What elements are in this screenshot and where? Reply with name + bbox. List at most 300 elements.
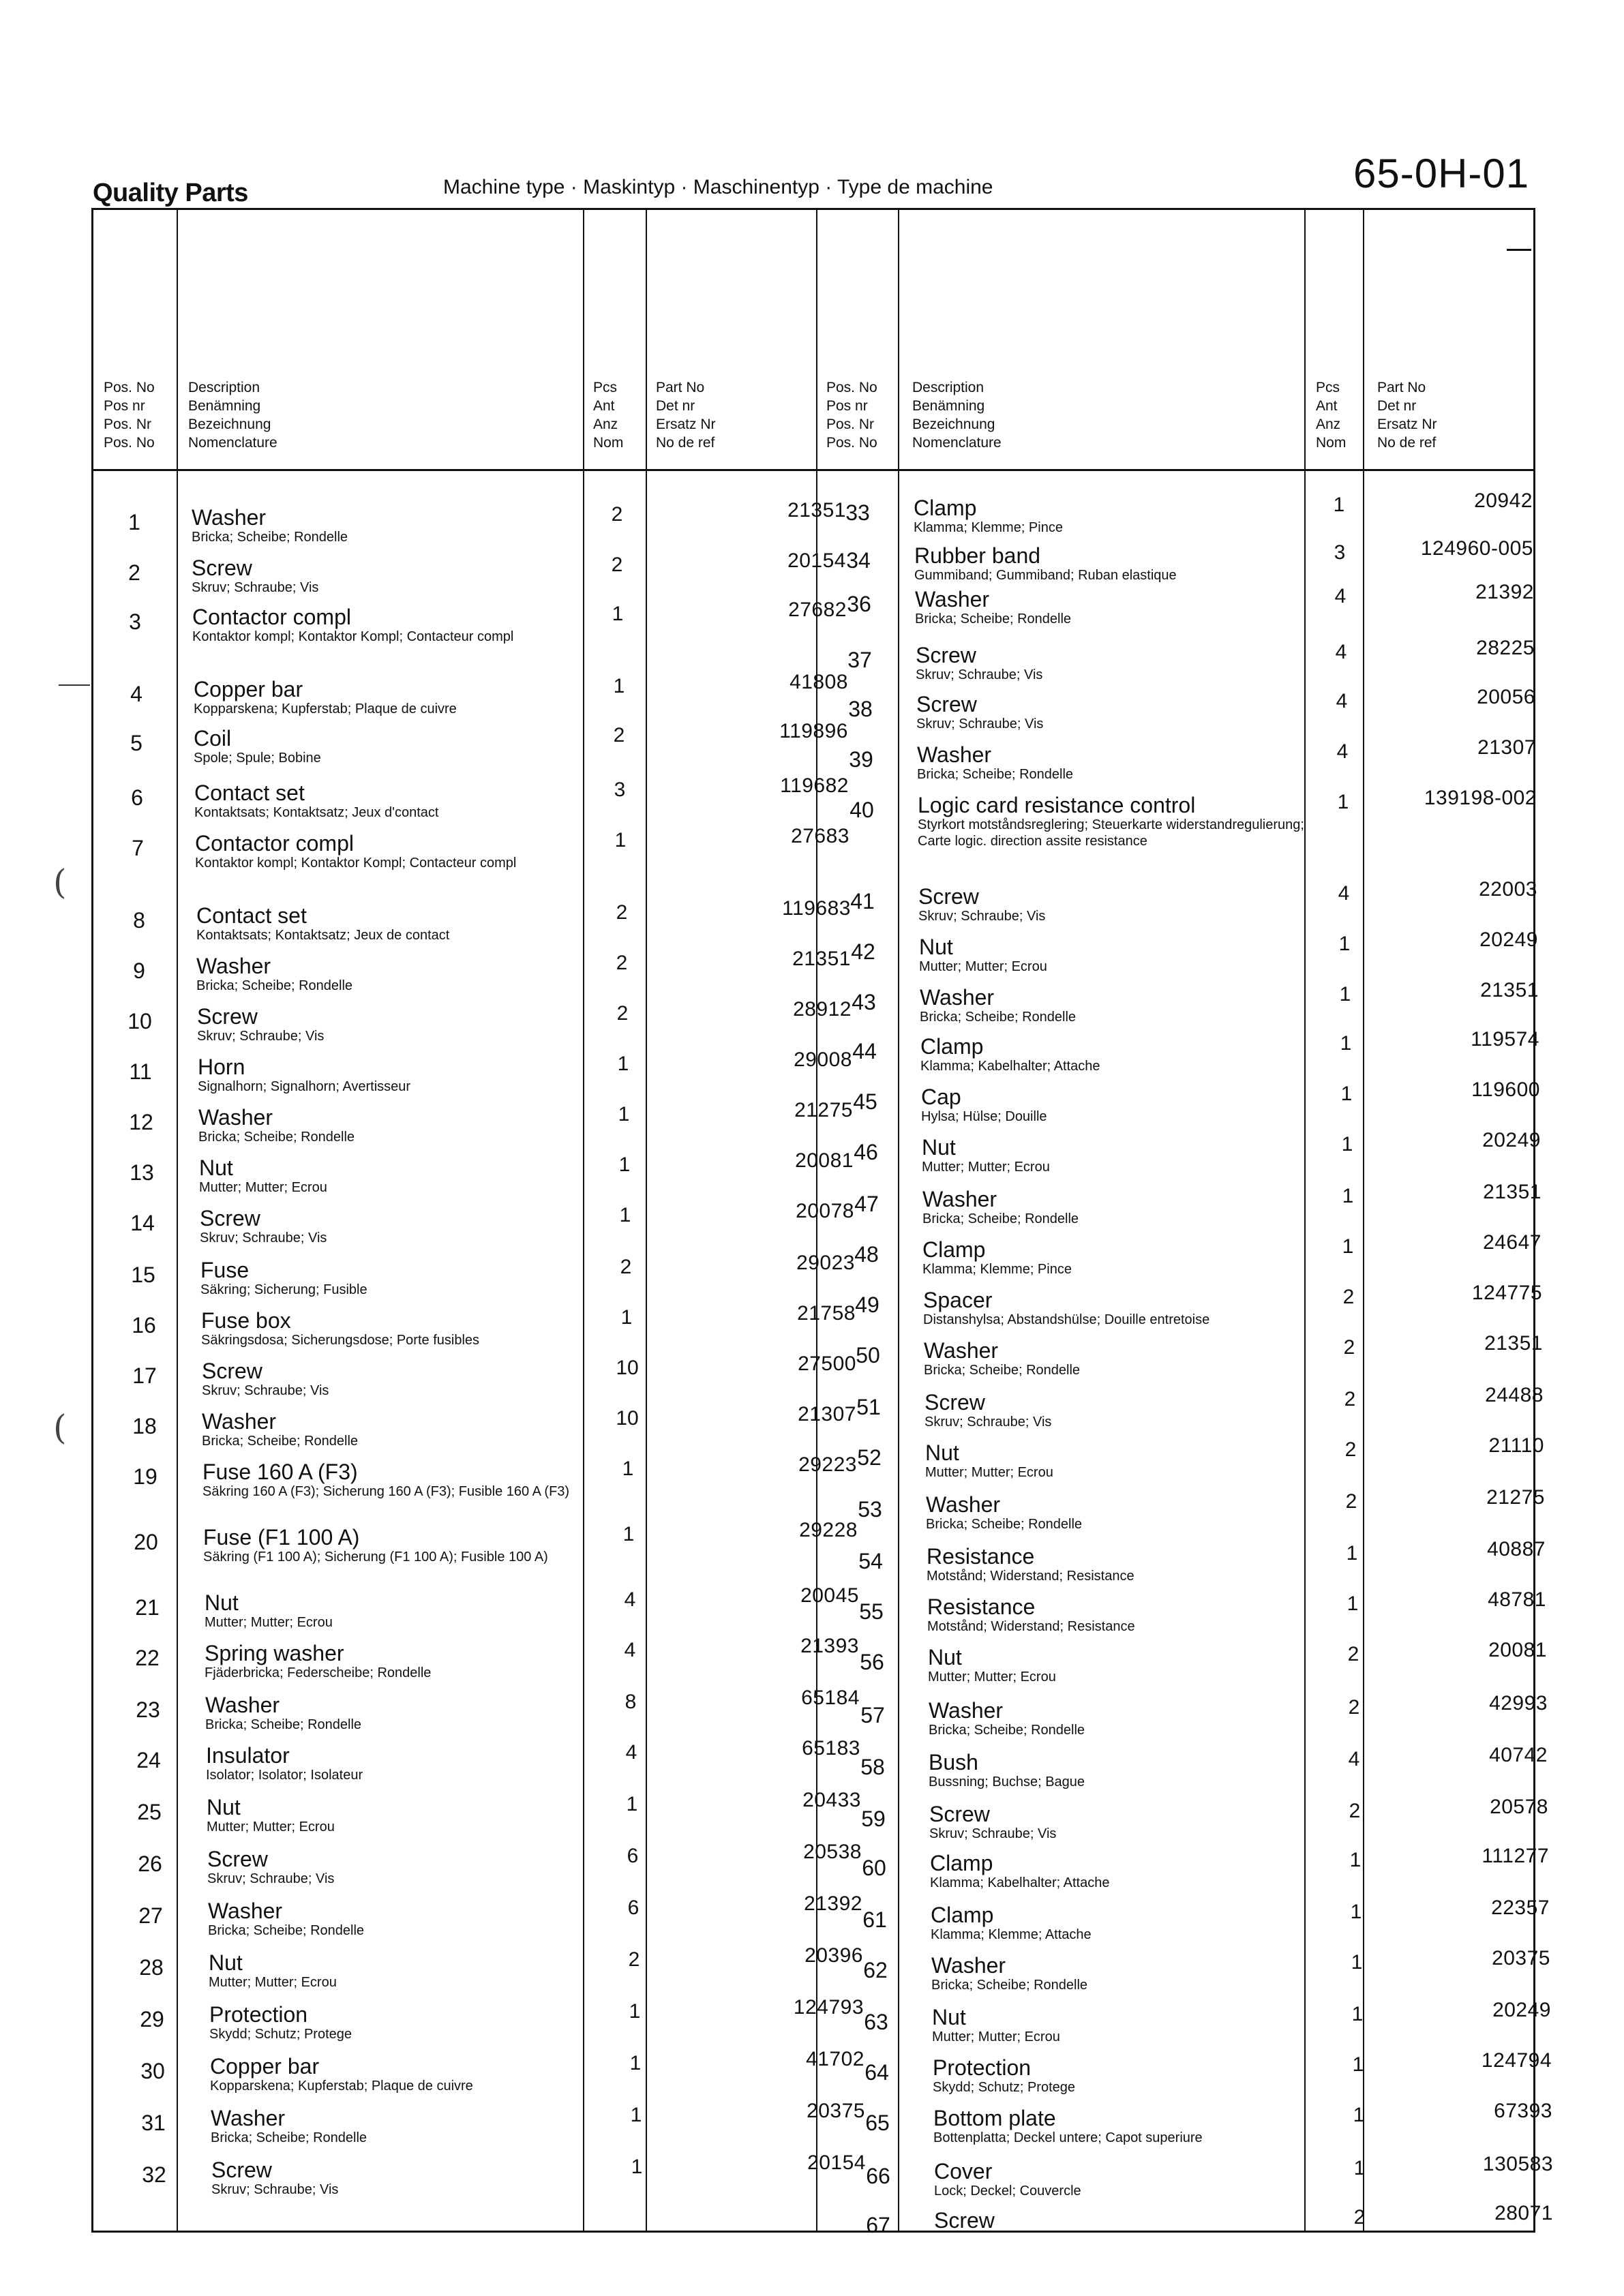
part-translations: Mutter; Mutter; Ecrou (932, 2029, 1060, 2044)
row-part-number: 41808 (790, 671, 848, 693)
row-quantity: 1 (626, 1793, 638, 1815)
row-part-number: 21275 (794, 1099, 853, 1121)
row-description (198, 1055, 586, 1095)
row-description (930, 1852, 1319, 1891)
row-description (918, 885, 1307, 924)
row-part-number: 21307 (798, 1403, 856, 1425)
row-pos-number: 55 (859, 1599, 884, 1624)
document-number: 65-0H-01 (1353, 151, 1530, 196)
row-part-number: 119683 (782, 897, 851, 920)
row-pos-number: 63 (864, 2010, 888, 2034)
part-name: Screw (192, 556, 252, 580)
row-pos-number: 9 (133, 958, 145, 983)
row-description (203, 1526, 592, 1565)
row-description (923, 1288, 1312, 1328)
row-description (200, 1258, 589, 1298)
row-part-number: 119682 (780, 774, 849, 797)
row-description (209, 1951, 597, 1991)
row-pos-number: 14 (130, 1211, 155, 1235)
row-description (207, 1796, 595, 1835)
header-partno-left: Part No Det nr Ersatz Nr No de ref (656, 380, 716, 451)
part-translations: Bricka; Scheibe; Rondelle (196, 978, 353, 993)
row-pos-number: 16 (132, 1313, 156, 1338)
part-name: Washer (920, 985, 995, 1010)
row-part-number: 139198-002 (1424, 787, 1537, 809)
part-name: Nut (932, 2005, 966, 2029)
row-pos-number: 42 (851, 939, 875, 964)
row-pos-number: 56 (860, 1650, 884, 1674)
part-name: Resistance (927, 1595, 1036, 1619)
part-translations: Kontaktsats; Kontaktsatz; Jeux d'contact (194, 805, 439, 820)
part-name: Nut (922, 1135, 956, 1160)
row-pos-number: 64 (864, 2060, 889, 2085)
row-part-number: 20375 (807, 2100, 865, 2122)
row-description (921, 1085, 1310, 1125)
part-translations: Kontaktor kompl; Kontaktor Kompl; Contacteur compl (195, 856, 517, 871)
part-name: Nut (928, 1645, 962, 1670)
row-description (916, 693, 1305, 732)
row-part-number: 20942 (1474, 489, 1533, 512)
row-description (914, 544, 1303, 584)
row-part-number: 20078 (796, 1200, 854, 1222)
part-name: Clamp (922, 1237, 986, 1262)
row-part-number: 21351 (1483, 1181, 1542, 1203)
row-quantity: 1 (618, 1153, 631, 1176)
row-pos-number: 26 (138, 1852, 162, 1876)
header-description-left: Description Benämning Bezeichnung Nomenclature (188, 380, 277, 451)
part-name: Washer (192, 505, 267, 530)
corner-mark (1507, 249, 1531, 251)
row-quantity: 4 (1335, 641, 1347, 663)
row-description (197, 1005, 586, 1044)
row-quantity: 2 (613, 724, 625, 746)
row-quantity: 10 (616, 1407, 639, 1430)
row-part-number: 21393 (800, 1635, 859, 1657)
row-pos-number: 24 (136, 1748, 161, 1772)
row-description (924, 1339, 1312, 1378)
row-part-number: 29228 (799, 1519, 858, 1541)
part-name: Spacer (923, 1288, 993, 1312)
part-translations: Skydd; Schutz; Protege (933, 2080, 1076, 2095)
part-name: Copper bar (210, 2054, 320, 2079)
row-quantity: 1 (1337, 791, 1349, 813)
row-description (210, 2055, 599, 2094)
row-part-number: 20249 (1479, 928, 1538, 951)
row-pos-number: 25 (137, 1800, 162, 1824)
part-name: Fuse (200, 1258, 250, 1282)
row-description (933, 2056, 1321, 2096)
row-part-number: 20578 (1490, 1796, 1548, 1818)
row-quantity: 1 (1340, 1083, 1353, 1105)
part-translations: Bricka; Scheibe; Rondelle (917, 767, 1074, 782)
row-part-number: 27682 (788, 599, 847, 621)
row-part-number: 124775 (1471, 1282, 1542, 1304)
part-name: Contact set (196, 903, 307, 928)
row-description (196, 904, 585, 943)
part-translations: Säkring; Sicherung; Fusible (200, 1282, 367, 1297)
row-description (920, 1035, 1309, 1074)
machine-type-label: Machine type · Maskintyp · Maschinentyp · Type de machine (443, 176, 993, 198)
row-pos-number: 37 (847, 648, 872, 672)
row-description (932, 2006, 1321, 2045)
part-translations: Säkring (F1 100 A); Sicherung (F1 100 A); Fusible 100 A) (203, 1550, 548, 1565)
part-name: Horn (198, 1055, 245, 1079)
row-pos-number: 27 (138, 1903, 163, 1928)
row-part-number: 119600 (1471, 1078, 1540, 1101)
part-translations: Bricka; Scheibe; Rondelle (205, 1717, 362, 1732)
row-part-number: 22003 (1479, 878, 1537, 901)
row-pos-number: 30 (140, 2059, 165, 2083)
part-translations: Bricka; Scheibe; Rondelle (202, 1434, 359, 1449)
part-name: Protection (933, 2055, 1032, 2080)
row-part-number: 67393 (1494, 2100, 1552, 2122)
row-quantity: 1 (1353, 2104, 1365, 2126)
row-quantity: 2 (1347, 1643, 1359, 1665)
part-translations: Signalhorn; Signalhorn; Avertisseur (198, 1079, 411, 1094)
part-name: Screw (207, 1847, 268, 1871)
part-name: Resistance (927, 1544, 1035, 1569)
row-quantity: 1 (630, 2104, 642, 2126)
row-part-number: 42993 (1489, 1692, 1548, 1715)
row-quantity: 2 (628, 1948, 640, 1971)
row-pos-number: 28 (139, 1955, 164, 1980)
part-name: Screw (200, 1206, 260, 1230)
part-name: Copper bar (194, 677, 303, 701)
row-description (916, 644, 1304, 683)
part-translations: Bricka; Scheibe; Rondelle (924, 1363, 1081, 1378)
row-quantity: 1 (1340, 1032, 1352, 1055)
part-name: Screw (924, 1390, 985, 1415)
row-quantity: 2 (1349, 1800, 1361, 1822)
row-pos-number: 21 (135, 1595, 160, 1620)
row-pos-number: 31 (141, 2111, 166, 2135)
part-translations: Klamma; Klemme; Attache (931, 1927, 1092, 1942)
part-name: Nut (919, 935, 953, 959)
row-description (196, 954, 585, 994)
row-part-number: 28225 (1476, 637, 1535, 659)
row-description (924, 1391, 1313, 1430)
part-translations: Mutter; Mutter; Ecrou (922, 1160, 1050, 1175)
row-pos-number: 46 (854, 1140, 878, 1164)
row-quantity: 2 (616, 952, 628, 974)
row-part-number: 21392 (804, 1892, 862, 1915)
part-translations: Skruv; Schraube; Vis (200, 1230, 327, 1245)
row-part-number: 20538 (803, 1841, 862, 1863)
row-part-number: 27683 (791, 825, 849, 847)
row-part-number: 130583 (1482, 2153, 1553, 2175)
row-pos-number: 22 (135, 1646, 160, 1670)
part-name: Washer (202, 1409, 277, 1434)
part-name: Contactor compl (192, 605, 351, 629)
row-quantity: 1 (1342, 1235, 1354, 1258)
row-description (206, 1744, 595, 1783)
row-quantity: 2 (611, 554, 623, 576)
part-name: Screw (211, 2158, 272, 2182)
row-quantity: 4 (1336, 690, 1348, 712)
row-pos-number: 4 (130, 682, 142, 706)
part-name: Clamp (914, 496, 977, 520)
row-quantity: 1 (1346, 1542, 1358, 1565)
part-translations: Bottenplatta; Deckel untere; Capot superiure (933, 2130, 1203, 2145)
row-part-number: 21351 (1484, 1332, 1543, 1355)
row-part-number: 20154 (807, 2151, 866, 2174)
row-pos-number: 2 (128, 560, 140, 585)
part-translations: Motstånd; Widerstand; Resistance (927, 1569, 1134, 1584)
row-part-number: 29008 (794, 1048, 852, 1071)
part-name: Nut (199, 1155, 233, 1180)
row-pos-number: 23 (136, 1697, 160, 1722)
row-quantity: 3 (614, 779, 626, 801)
part-translations: Mutter; Mutter; Ecrou (925, 1465, 1053, 1480)
row-part-number: 21351 (792, 948, 851, 970)
row-part-number: 124960-005 (1420, 537, 1533, 560)
binding-hole-mark: ( (53, 1408, 67, 1447)
row-description (199, 1156, 588, 1196)
row-quantity: 1 (629, 2000, 641, 2023)
part-translations: Mutter; Mutter; Ecrou (928, 1670, 1056, 1685)
header-partno-right: Part No Det nr Ersatz Nr No de ref (1377, 380, 1437, 451)
part-name: Fuse (F1 100 A) (203, 1525, 360, 1550)
row-quantity: 1 (613, 675, 625, 697)
row-pos-number: 5 (130, 731, 142, 755)
row-part-number: 29223 (798, 1453, 857, 1476)
row-pos-number: 33 (845, 500, 870, 525)
row-description (922, 1238, 1311, 1278)
row-pos-number: 38 (848, 697, 873, 721)
row-pos-number: 61 (862, 1907, 887, 1932)
part-name: Washer (917, 742, 992, 767)
part-translations: Mutter; Mutter; Ecrou (207, 1819, 335, 1834)
part-name: Insulator (206, 1743, 290, 1768)
row-part-number: 20249 (1492, 1999, 1551, 2021)
row-part-number: 40887 (1487, 1538, 1546, 1560)
part-translations: Mutter; Mutter; Ecrou (205, 1615, 333, 1630)
row-description (928, 1646, 1317, 1685)
row-part-number: 65184 (801, 1687, 860, 1709)
row-quantity: 2 (616, 1002, 629, 1025)
row-pos-number: 67 (866, 2213, 890, 2237)
row-quantity: 2 (1344, 1438, 1357, 1461)
part-name: Clamp (930, 1851, 993, 1875)
part-translations: Bussning; Buchse; Bague (929, 1774, 1085, 1789)
part-translations: Bricka; Scheibe; Rondelle (915, 611, 1072, 626)
part-name: Washer (922, 1187, 997, 1211)
row-pos-number: 48 (854, 1242, 879, 1267)
row-quantity: 1 (1353, 2157, 1366, 2179)
row-quantity: 2 (1353, 2206, 1366, 2229)
row-quantity: 4 (1338, 882, 1350, 905)
row-part-number: 20154 (787, 549, 846, 572)
row-quantity: 1 (622, 1457, 634, 1480)
part-translations: Kopparskena; Kupferstab; Plaque de cuivre (210, 2079, 473, 2094)
row-part-number: 28912 (793, 998, 852, 1021)
row-quantity: 1 (612, 603, 624, 625)
part-translations: Skruv; Schraube; Vis (197, 1029, 325, 1044)
row-pos-number: 18 (132, 1414, 157, 1438)
part-translations: Bricka; Scheibe; Rondelle (931, 1978, 1088, 1993)
row-part-number: 20375 (1492, 1947, 1550, 1969)
part-name: Bush (929, 1750, 978, 1774)
row-quantity: 2 (1342, 1286, 1355, 1308)
row-quantity: 1 (618, 1103, 630, 1126)
part-translations: Kopparskena; Kupferstab; Plaque de cuivre (194, 701, 457, 716)
row-quantity: 10 (616, 1357, 639, 1379)
row-part-number: 20045 (800, 1584, 859, 1607)
row-description (917, 743, 1306, 783)
row-pos-number: 52 (857, 1445, 882, 1470)
part-translations: Spole; Spule; Bobine (194, 751, 321, 766)
part-translations: Bricka; Scheibe; Rondelle (922, 1211, 1079, 1226)
part-name: Screw (929, 1802, 990, 1826)
part-translations: Bricka; Scheibe; Rondelle (198, 1130, 355, 1145)
row-quantity: 4 (624, 1639, 636, 1661)
margin-mark (59, 684, 90, 686)
row-description (922, 1136, 1310, 1175)
part-name: Nut (205, 1590, 239, 1615)
part-name: Coil (194, 726, 232, 751)
part-translations: Säkring 160 A (F3); Sicherung 160 A (F3); Fusible 160 A (F3) (202, 1484, 570, 1499)
part-translations: Isolator; Isolator; Isolateur (206, 1768, 363, 1783)
row-description (933, 2106, 1322, 2146)
part-translations: Bricka; Scheibe; Rondelle (926, 1517, 1083, 1532)
part-name: Screw (918, 884, 979, 909)
part-name: Screw (916, 643, 976, 667)
row-pos-number: 54 (858, 1549, 883, 1573)
row-quantity: 6 (627, 1897, 640, 1919)
row-pos-number: 36 (847, 592, 871, 616)
part-translations: Mutter; Mutter; Ecrou (209, 1975, 337, 1990)
row-description (926, 1493, 1314, 1532)
row-description (209, 2003, 598, 2042)
row-part-number: 20056 (1477, 686, 1535, 708)
part-name: Fuse 160 A (F3) (202, 1460, 358, 1484)
part-translations: Skruv; Schraube; Vis (916, 716, 1044, 731)
row-pos-number: 11 (129, 1059, 152, 1084)
row-pos-number: 65 (865, 2111, 890, 2135)
row-description (198, 1106, 587, 1145)
row-pos-number: 17 (132, 1363, 157, 1388)
part-name: Nut (209, 1950, 243, 1975)
row-part-number: 22357 (1491, 1897, 1550, 1919)
part-translations: Bricka; Scheibe; Rondelle (208, 1923, 365, 1938)
row-quantity: 2 (1348, 1696, 1360, 1719)
part-translations: Skruv; Schraube; Vis (211, 2182, 339, 2197)
row-part-number: 21351 (787, 499, 846, 522)
row-quantity: 1 (1342, 1185, 1354, 1207)
row-part-number: 29023 (796, 1252, 855, 1274)
row-quantity: 4 (624, 1588, 636, 1611)
row-part-number: 20433 (802, 1789, 861, 1811)
part-translations: Klamma; Klemme; Pince (922, 1262, 1072, 1277)
row-pos-number: 60 (862, 1856, 886, 1880)
binding-hole-mark: ( (53, 862, 67, 902)
row-quantity: 2 (611, 503, 623, 526)
row-quantity: 1 (614, 829, 627, 851)
part-translations: Fjäderbricka; Federscheibe; Rondelle (205, 1665, 432, 1680)
part-translations: Skruv; Schraube; Vis (192, 580, 319, 595)
part-translations: Motstånd; Widerstand; Resistance (927, 1619, 1135, 1634)
part-translations: Distanshylsa; Abstandshülse; Douille entretoise (923, 1312, 1210, 1327)
part-translations: Bricka; Scheibe; Rondelle (929, 1723, 1085, 1738)
row-pos-number: 44 (852, 1039, 877, 1063)
part-translations: Styrkort motståndsreglering; Steuerkarte widerstandregulierung; Carte logic. direction assite resistance (918, 817, 1304, 849)
part-translations: Kontaktsats; Kontaktsatz; Jeux de contact (196, 928, 450, 943)
row-part-number: 20081 (795, 1149, 854, 1172)
row-quantity: 4 (625, 1741, 637, 1764)
row-pos-number: 3 (129, 609, 141, 634)
part-name: Clamp (931, 1903, 994, 1927)
part-translations: Mutter; Mutter; Ecrou (199, 1180, 327, 1195)
brand-title: Quality Parts (93, 179, 248, 207)
part-translations: Lock; Deckel; Couvercle (934, 2184, 1081, 2199)
row-pos-number: 59 (861, 1807, 886, 1831)
row-pos-number: 15 (131, 1263, 155, 1287)
part-name: Protection (209, 2002, 308, 2027)
row-description (208, 1899, 597, 1939)
header-pos-right: Pos. No Pos nr Pos. Nr Pos. No (826, 380, 877, 451)
row-description (194, 727, 582, 766)
header-description-right: Description Benämning Bezeichnung Nomenclature (912, 380, 1002, 451)
row-part-number: 40742 (1489, 1744, 1548, 1766)
part-translations: Gummiband; Gummiband; Ruban elastique (914, 568, 1177, 583)
row-quantity: 4 (1348, 1748, 1360, 1770)
part-translations: Skruv; Schraube; Vis (207, 1871, 335, 1886)
row-quantity: 1 (629, 2052, 642, 2074)
row-pos-number: 13 (130, 1160, 154, 1185)
row-part-number: 21110 (1488, 1434, 1544, 1457)
row-part-number: 124794 (1481, 2049, 1552, 2072)
row-part-number: 20396 (805, 1944, 863, 1967)
row-part-number: 28071 (1494, 2202, 1553, 2224)
row-part-number: 21392 (1475, 581, 1534, 603)
row-pos-number: 66 (866, 2164, 890, 2188)
row-description (192, 506, 580, 545)
part-translations: Skydd; Schutz; Protege (209, 2027, 352, 2042)
row-pos-number: 41 (850, 889, 875, 913)
row-pos-number: 1 (128, 510, 140, 534)
row-quantity: 6 (627, 1845, 639, 1867)
part-name: Fuse box (201, 1308, 291, 1333)
row-quantity: 1 (619, 1204, 631, 1226)
part-name: Washer (205, 1693, 280, 1717)
row-description (211, 2158, 600, 2198)
part-name: Washer (926, 1492, 1001, 1517)
part-name: Washer (931, 1953, 1006, 1978)
header-pos-left: Pos. No Pos nr Pos. Nr Pos. No (104, 380, 155, 451)
row-quantity: 1 (617, 1053, 629, 1075)
row-pos-number: 29 (140, 2007, 164, 2031)
part-translations: Hylsa; Hülse; Douille (921, 1109, 1047, 1124)
part-name: Screw (916, 692, 977, 716)
part-name: Contact set (194, 781, 305, 805)
part-translations: Bricka; Scheibe; Rondelle (211, 2130, 367, 2145)
row-description (929, 1751, 1317, 1790)
row-description (925, 1441, 1314, 1481)
header-pcs-right: Pcs Ant Anz Nom (1316, 380, 1347, 451)
part-translations: Skruv; Schraube; Vis (916, 667, 1043, 682)
row-part-number: 24647 (1483, 1231, 1542, 1254)
row-part-number: 65183 (802, 1737, 860, 1759)
part-translations: Kontaktor kompl; Kontaktor Kompl; Contacteur compl (192, 629, 514, 644)
row-quantity: 3 (1334, 541, 1346, 564)
row-pos-number: 50 (856, 1343, 880, 1368)
row-pos-number: 62 (863, 1958, 888, 1982)
row-description (927, 1595, 1316, 1635)
row-pos-number: 49 (855, 1293, 879, 1317)
row-part-number: 119896 (779, 720, 848, 742)
row-quantity: 2 (616, 901, 628, 924)
row-quantity: 1 (1333, 494, 1345, 516)
